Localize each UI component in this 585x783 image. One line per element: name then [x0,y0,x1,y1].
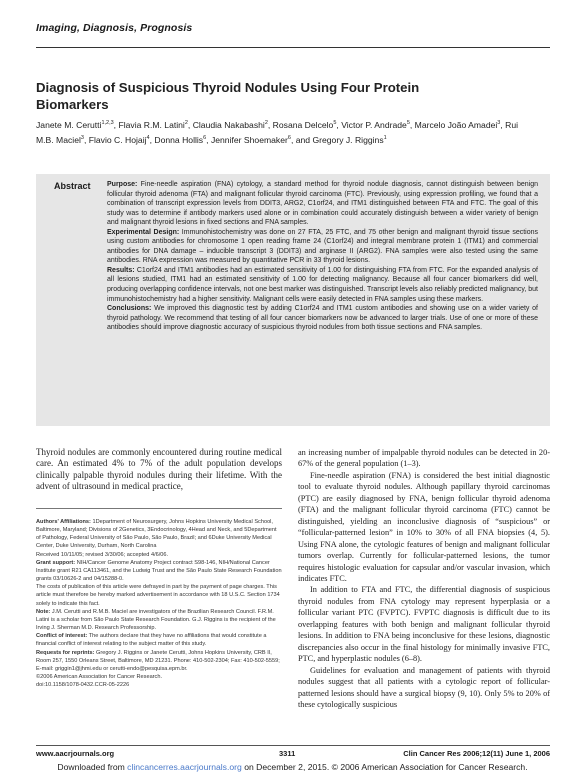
body-paragraph: Fine-needle aspiration (FNA) is considered the best initial diagnostic tool to evaluate thyroid nodules. Although papillary thyroid carcinomas (PTC) are easily diagnosed by FNA, benign follicular thyroid adenoma (FTA) and the malignant follicular thyroid carcinoma (FTC) cannot be distinguished, yielding an inconclusive diagnosis of “suspicious” or “follicular-patterned lesion” in 10% to 30% of all FNA biopsies (4, 5). Using FNA alone, the cytologic features of benign and malignant follicular tumors overlap. Currently for follicular-patterned lesions, the tumor requires histologic evaluation for capsular and/or vascular invasion, which indicates FTC. [298,470,550,583]
author-affiliation: 2 [264,120,268,126]
author-name: Janete M. Cerutti [36,119,102,130]
abstract-conclusions [107,304,538,333]
author-affiliation: 6 [287,135,291,142]
author-affiliation: 4 [146,135,150,142]
author-affiliation: 3 [497,120,501,126]
abstract-results [107,266,538,304]
conflict-label: Conflict of interest: [36,633,88,640]
download-notice [0,763,585,773]
journal-website[interactable]: www.aacrjournals.org [36,749,115,758]
received-note: Received 10/11/05; revised 3/30/06; accepted 4/6/06. [36,551,169,558]
conflict-text: The authors declare that they have no affiliations that would constitute a financial conflict of interest relating to the subject matter of this study. [36,633,267,648]
purpose-text: Fine-needle aspiration (FNA) cytology, a standard method for thyroid nodule diagnosis, cannot distinguish between benign follicular thyroid adenoma (FTA) and malignant follicular thyroid carcinoma (FTC). Previously, using expression profiling, we found that a combination of transcript expression levels from DDIT3, ARG2, C1orf24, and ITM1 distinguished between FTA and FTC. The goal of this study was to determine if antibody markers used alone or in combination could accurately distinguish between a wider variety of benign and malignant thyroid lesions in fixed sections and FNA samples. [107,181,538,227]
author-name: Flavio C. Hojaij [88,135,147,146]
notes-divider [36,508,282,509]
abstract-body [107,180,538,333]
author-name: Rosana Delcelo [272,119,334,130]
body-paragraph: Guidelines for evaluation and management of patients with thyroid nodules suggest that all patients with a cytologic report of follicular-patterned lesions should have a surgical biopsy (9, 10). Only 5% to 20% of these cytologically suspicious [298,665,550,709]
affiliations-text: 1Department of Neurosurgery, Johns Hopkins University Medical School, Baltimore, Maryland; Divisions of 2Genetics, 3Endocrinology, 4Head and Neck, and 5Department of Pathology, Federal University of São Paulo, São Paulo, Brazil; and 6Duke University Medical Center, Duke University, Durham, North Carolina [36,519,277,550]
costs-note: The costs of publication of this article were defrayed in part by the payment of page charges. This article must therefore be hereby marked advertisement in accordance with 18 U.S.C. Section 1734 solely to indicate this fact. [36,584,280,607]
journal-citation: Clin Cancer Res 2006;12(11) June 1, 2006 [403,749,550,758]
download-prefix: Downloaded from [57,762,125,772]
body-paragraph: an increasing number of impalpable thyroid nodules can be detected in 20-67% of the general population (1–3). [298,448,550,469]
article-title: Diagnosis of Suspicious Thyroid Nodules Using Four Protein Biomarkers [36,80,420,112]
conflict-note [36,632,282,648]
intro-paragraph: Thyroid nodules are commonly encountered during routine medical care. An estimated 4% to 7% of the adult population develops clinically palpable thyroid nodules during their lifetime. With the advent of ultrasound in medical practice, [36,447,282,492]
affiliations-label: Authors' Affiliations: [36,519,91,525]
abstract-label: Abstract [54,181,91,191]
author-affiliation: 3 [80,135,84,142]
grant-label: Grant support: [36,559,76,566]
author-affiliation: 2 [184,120,188,126]
author-name: Flavia R.M. Latini [118,119,185,130]
section-heading: Imaging, Diagnosis, Prognosis [36,22,193,34]
author-name: Rui M.B. Maciel [36,119,519,146]
author-affiliation: 5 [333,120,337,126]
footer-rule [36,745,550,746]
doi-note: doi:10.1158/1078-0432.CCR-05-2226 [36,682,130,689]
body-right-column [298,447,550,710]
affiliations-note [36,518,282,551]
download-suffix: on December 2, 2015. © 2006 American Association for Cancer Research. [244,762,528,772]
copyright-note: ©2006 American Association for Cancer Research. [36,673,163,680]
page-number: 3311 [279,749,296,758]
article-notes [36,518,282,689]
results-text: C1orf24 and ITM1 antibodies had an estimated sensitivity of 1.00 for distinguishing FTA from FTC. For the expanded analysis of all lesions studied, ITM1 had an estimated sensitivity of 1.00 for detecting malignancy. Because all four cancer biomarkers did well, producing overlapping confidence intervals, not one best marker was distinguished. Transcript levels also reliably predicted malignancy, but immunohistochemistry had a higher sensitivity. Malignant cells were easily detected in FNA samples using these markers. [107,266,538,303]
note-label: Note: [36,608,51,615]
author-name: Gregory J. Riggins [312,135,384,146]
conclusions-label: Conclusions: [107,305,152,313]
reprints-label: Requests for reprints: [36,649,95,656]
author-name: Jennifer Shoemaker [210,135,288,146]
purpose-label: Purpose: [107,181,138,188]
note-note [36,608,282,632]
results-label: Results: [107,266,135,274]
grant-text: NIH/Cancer Genome Anatomy Project contract S98-146, NIH/National Cancer Institute grant R21 CA113461, and the Ludwig Trust and the São Paulo State Research Foundation grants 03/10626-2 and 04/15288-0. [36,559,282,583]
author-name: Victor P. Andrade [341,119,407,130]
author-name: Claudia Nakabashi [192,119,265,130]
conclusions-text: We improved this diagnostic test by adding C1orf24 and ITM1 custom antibodies and showing use on a wider variety of thyroid pathology. We recommend that testing of all four cancer biomarkers now be advanced to larger trials. Use of one or more of these antibodies should improve diagnostic accuracy of suspicious thyroid nodules from both tissue sections and FNA samples. [107,305,538,332]
design-text: Immunohistochemistry was done on 27 FTA, 25 FTC, and 75 other benign and malignant thyroid tissue sections using custom antibodies for chromosome 1 open reading frame 24 (C1orf24) and integral membrane protein 1 (ITM1) and commercial antibodies for DNA damage – inducible transcript 3 (DDIT3) and arginase II (ARG2). FNA samples were also tested using the same antibodies. RNA expression was measured by quantitative PCR in 33 thyroid lesions. [107,228,539,265]
author-affiliation: 6 [203,135,207,142]
author-name: Marcelo João Amadei [414,119,498,130]
body-paragraph: In addition to FTA and FTC, the differential diagnosis of suspicious thyroid nodules from FNA cytology may represent hyperplasia or a follicular variant PTC (FVPTC). FVPTC diagnosis is difficult due to its overlapping features with both benign and malignant follicular thyroid lesions. In addition to FNA being inconclusive for these lesions, diagnostic discrepancies also occur in the final histology for minimally invasive FTC, PTC, and hyperplastic nodules (6–8). [298,585,550,664]
author-name: Donna Hollis [154,135,204,146]
author-affiliation: 1 [383,135,387,142]
abstract-purpose [107,180,538,228]
note-text: J.M. Cerutti and R.M.B. Maciel are investigators of the Brazilian Research Council. F.R.M. Latini is a scholar from São Paulo State Research Foundation. G.J. Riggins is the recipient of the Irving J. Sherman M.D. Research Professorship. [36,608,276,632]
header-rule [36,47,550,48]
author-affiliation: 1,2,3 [101,120,114,126]
download-link[interactable]: clincancerres.aacrjournals.org [127,762,242,772]
design-label: Experimental Design: [107,228,180,236]
abstract-design [107,228,538,266]
grant-note [36,559,282,583]
reprints-note [36,649,282,673]
reprints-text: Gregory J. Riggins or Janete Cerutti, Johns Hopkins University, CRB II, Room 257, 1550 Orleans Street, Baltimore, MD 21231. Phone: 410-502-2304; Fax: 410-502-5559; E-mail: griggin1@jhmi.edu or cerutti-endo@pesquisa.epm.br. [36,649,280,672]
author-affiliation: 5 [406,120,410,126]
author-list: Janete M. Cerutti$^{1,2,3}$, Flavia R.M. Latini$^2$, Claudia Nakabashi$^2$, Rosana Delcelo$^5$, Victor P. Andrade$^5$, Marcelo João Amadei$^3$, Rui M.B. Maciel$^3$, Flavio C. Hojaij$^4$, Donna Hollis$^6$, Jennifer Shoemaker$^6$, and Gregory J. Riggins$^1$ [36,119,519,146]
